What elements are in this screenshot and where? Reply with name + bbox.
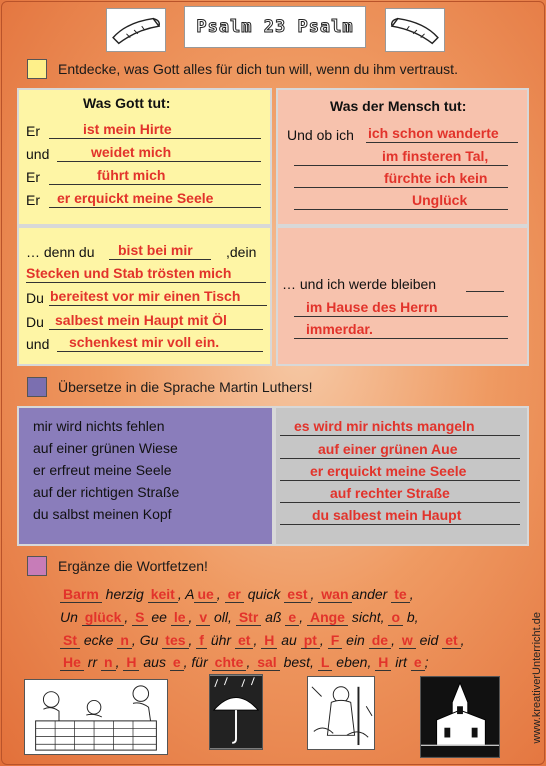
fragment-text: eben, <box>332 654 376 670</box>
section-2-heading: Übersetze in die Sprache Martin Luthers! <box>27 377 312 397</box>
fragment-text: ee <box>147 609 171 625</box>
modern-phrase: auf der richtigen Straße <box>33 484 180 500</box>
fragment-text: rr <box>83 654 102 670</box>
church-picture <box>420 676 500 758</box>
fragment-text: , <box>391 632 399 648</box>
fragment-text: best, <box>279 654 318 670</box>
fragment-text: , für <box>183 654 212 670</box>
fragment-text: , <box>253 632 262 648</box>
section-3-heading: Ergänze die Wortfetzen! <box>27 556 208 576</box>
section-1-color-square <box>27 59 47 79</box>
mensch-part2-line-1: … und ich werde bleiben <box>278 276 527 292</box>
fragment-text: , <box>124 609 133 625</box>
fragment-text: , <box>310 586 319 602</box>
sidebar-credit: www.kreativerUnterricht.de <box>531 612 543 744</box>
fragment-line <box>60 632 465 648</box>
fragment-answer: o <box>388 609 403 626</box>
fragment-text: , <box>299 609 307 625</box>
fragment-text: , <box>115 654 124 670</box>
fragment-answer: H <box>261 632 277 649</box>
fragment-answer: n <box>117 632 132 649</box>
umbrella-rain-picture <box>209 674 263 750</box>
fragment-answer: est <box>284 586 310 603</box>
page-title: Psalm 23 Psalm <box>184 6 366 48</box>
fragment-text: ecke <box>80 632 118 648</box>
fragment-text: , <box>188 632 197 648</box>
fragment-answer: Str <box>236 609 261 626</box>
mensch-line-1: Und ob ich ich schon wanderte <box>278 127 527 143</box>
fragment-text: sicht, <box>347 609 389 625</box>
fragment-text: herzig <box>101 586 148 602</box>
modern-phrase: du salbst meinen Kopf <box>33 506 172 522</box>
gott-box-bottom <box>17 226 272 366</box>
luther-line: auf einer grünen Aue <box>276 443 527 459</box>
mensch-title: Was der Mensch tut: <box>330 98 467 114</box>
section-2-color-square <box>27 377 47 397</box>
fragment-answer: L <box>318 654 333 671</box>
mensch-part2-line-2: im Hause des Herrn <box>278 301 527 317</box>
mensch-line-3: fürchte ich kein <box>278 172 527 188</box>
fragment-text: , <box>460 632 465 648</box>
fragment-answer: He <box>60 654 84 671</box>
fragment-answer: w <box>399 632 416 649</box>
fragment-answer: pt <box>301 632 320 649</box>
fragment-line <box>60 586 414 602</box>
gott-part2-line-3: Du bereitest vor mir einen Tisch <box>19 290 270 306</box>
fragment-answer: chte <box>212 654 247 671</box>
modern-phrase: er erfreut meine Seele <box>33 462 172 478</box>
fragment-answer: f <box>196 632 207 649</box>
fragment-answer: te <box>391 586 409 603</box>
fragment-line <box>60 654 429 670</box>
gott-part2-line-2: Stecken und Stab trösten mich <box>19 267 270 283</box>
family-table-picture <box>24 679 168 755</box>
gott-part2-line-4: Du salbest mein Haupt mit Öl <box>19 314 270 330</box>
fragment-answer: glück <box>82 609 125 626</box>
fragment-text: ander <box>351 586 392 602</box>
fragment-answer: n <box>101 654 116 671</box>
section-3-color-square <box>27 556 47 576</box>
fragment-answer: er <box>225 586 244 603</box>
section-1-heading: Entdecke, was Gott alles für dich tun will, wenn du ihm vertraust. <box>27 59 458 79</box>
fragment-answer: v <box>196 609 210 626</box>
fragment-answer: e <box>411 654 425 671</box>
modern-phrase: mir wird nichts fehlen <box>33 418 165 434</box>
fragment-answer: tes <box>162 632 188 649</box>
fragment-text: , <box>188 609 197 625</box>
luther-line: er erquickt meine Seele <box>276 465 527 481</box>
fragment-answer: sal <box>254 654 279 671</box>
mensch-line-2: im finsteren Tal, <box>278 150 527 166</box>
luther-line: es wird mir nichts mangeln <box>276 420 527 436</box>
gott-line-4: Er er erquickt meine Seele <box>19 192 270 208</box>
modern-phrases-box <box>17 406 274 546</box>
gott-line-1: Er ist mein Hirte <box>19 123 270 139</box>
gott-part2-line-1: … denn du bist bei mir ,dein <box>26 242 257 260</box>
fragment-answer: Ange <box>307 609 348 626</box>
fragment-text: quick <box>243 586 285 602</box>
fragment-answer: de <box>369 632 391 649</box>
fragment-answer: et <box>235 632 253 649</box>
fragment-answer: ue <box>194 586 216 603</box>
shofar-right-icon <box>385 8 445 52</box>
fragment-text: au <box>277 632 301 648</box>
fragment-answer: Barm <box>60 586 102 603</box>
fragment-answer: et <box>442 632 460 649</box>
fragment-answer: wan <box>318 586 351 603</box>
mensch-box-top <box>276 88 529 226</box>
mensch-box-bottom <box>276 226 529 366</box>
fragment-text: ühr <box>206 632 235 648</box>
fragment-answer: keit <box>148 586 178 603</box>
fragment-answer: St <box>60 632 80 649</box>
fragment-text: , A <box>177 586 195 602</box>
fragment-text: , <box>246 654 255 670</box>
luther-line: du salbest mein Haupt <box>276 509 527 525</box>
fragment-text: ; <box>424 654 429 670</box>
fragment-answer: S <box>132 609 147 626</box>
fragment-answer: H <box>375 654 391 671</box>
mensch-line-4: Unglück <box>278 194 527 210</box>
luther-phrases-box <box>274 406 529 546</box>
fragment-text: Un <box>60 609 82 625</box>
gott-part2-line-5: und schenkest mir voll ein. <box>19 336 270 352</box>
fragment-text: , <box>409 586 414 602</box>
gott-line-3: Er führt mich <box>19 169 270 185</box>
gott-line-2: und weidet mich <box>19 146 270 162</box>
fragment-text: irt <box>391 654 411 670</box>
fragment-answer: H <box>123 654 139 671</box>
fragment-text: aß <box>261 609 286 625</box>
shofar-left-icon <box>106 8 166 52</box>
gott-title: Was Gott tut: <box>83 95 171 111</box>
gott-box-top <box>17 88 272 226</box>
fragment-answer: e <box>285 609 299 626</box>
modern-phrase: auf einer grünen Wiese <box>33 440 178 456</box>
luther-line: auf rechter Straße <box>276 487 527 503</box>
shepherd-picture <box>307 676 375 750</box>
fragment-text: , <box>319 632 328 648</box>
fragment-text: ein <box>342 632 369 648</box>
fragment-answer: F <box>328 632 343 649</box>
fragment-line <box>60 609 419 625</box>
fragment-text: aus <box>139 654 170 670</box>
fragment-text: , <box>216 586 225 602</box>
mensch-part2-line-3: immerdar. <box>278 323 527 339</box>
fragment-answer: le <box>171 609 189 626</box>
fragment-text: b, <box>403 609 419 625</box>
fragment-text: eid <box>415 632 443 648</box>
fragment-text: , Gu <box>131 632 163 648</box>
fragment-text: oll, <box>210 609 236 625</box>
fragment-answer: e <box>170 654 184 671</box>
